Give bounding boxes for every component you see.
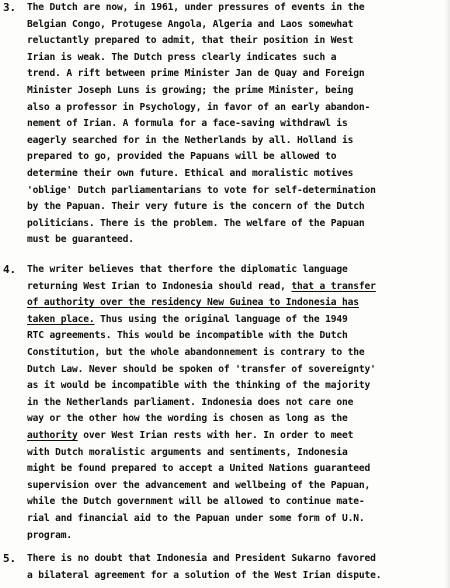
- paragraph-body: [27, 262, 450, 544]
- text-line: while the Dutch government will be allowed to continue mate-: [27, 496, 365, 508]
- text-line: must be guaranteed.: [27, 234, 134, 246]
- text-line: rial and financial aid to the Papuan under some form of U.N.: [27, 512, 365, 524]
- text-segment: Thus using the original language of the 1949: [94, 313, 348, 325]
- text-line: determine their own future. Ethical and moralistic motives: [27, 167, 354, 179]
- text-line: politicians. There is the problem. The welfare of the Papuan: [27, 217, 365, 229]
- page-edge-shadow: [444, 0, 450, 588]
- text-line: Constitution, but the whole abandonnement is contrary to the: [27, 346, 365, 358]
- text-line: The Dutch are now, in 1961, under pressures of events in the: [27, 2, 365, 13]
- paragraph-number: 3.: [3, 1, 16, 14]
- text-line: with Dutch moralistic arguments and sentiments, Indonesia: [27, 446, 348, 458]
- text-line: eagerly searched for in the Netherlands by all. Holland is: [27, 134, 354, 146]
- text-line: RTC agreements. This would be incompatible with the Dutch: [27, 330, 348, 342]
- paragraph-number: 5.: [3, 552, 16, 565]
- text-line: Irian is weak. The Dutch press clearly indicates such a: [27, 51, 337, 63]
- paragraph-body: [27, 0, 450, 249]
- underlined-text: authority: [27, 429, 78, 441]
- text-line: in the Netherlands parliament. Indonesia does not care one: [27, 396, 354, 408]
- text-line: might be found prepared to accept a United Nations guaranteed: [27, 463, 371, 475]
- text-line: [27, 312, 450, 329]
- text-line: [27, 295, 450, 312]
- underlined-text: taken place.: [27, 313, 95, 325]
- text-line: reluctantly prepared to admit, that their position in West: [27, 35, 354, 47]
- text-line: by the Papuan. Their very future is the concern of the Dutch: [27, 201, 365, 213]
- text-line: 'oblige' Dutch parliamentarians to vote for self-determination: [27, 184, 376, 196]
- text-line: trend. A rift between prime Minister Jan de Quay and Foreign: [27, 68, 365, 80]
- paragraph-number: 4.: [3, 263, 16, 276]
- underlined-text: that a transfer: [291, 280, 376, 292]
- text-line: [27, 428, 450, 445]
- text-segment: returning West Irian to Indonesia should read,: [27, 280, 292, 292]
- paragraph-body: [27, 551, 450, 584]
- text-line: as it would be incompatible with the thinking of the majority: [27, 380, 371, 392]
- text-line: [27, 279, 450, 296]
- text-line: prepared to go, provided the Papuans will be allowed to: [27, 151, 337, 163]
- text-line: Minister Joseph Luns is growing; the prime Minister, being: [27, 84, 354, 96]
- underlined-text: of authority over the residency New Guinea to Indonesia has: [27, 297, 359, 309]
- text-line: way or the other how the wording is chosen as long as the: [27, 413, 348, 425]
- text-line: Belgian Congo, Protugese Angola, Algeria and Laos somewhat: [27, 18, 354, 30]
- text-line: Dutch Law. Never should be spoken of 'transfer of sovereignty': [27, 363, 376, 375]
- text-line: also a professor in Psychology, in favor of an early abandon-: [27, 101, 371, 113]
- text-segment: over West Irian rests with her. In order to meet: [77, 429, 354, 441]
- text-line: supervision over the advancement and wellbeing of the Papuan,: [27, 479, 371, 491]
- text-line: There is no doubt that Indonesia and President Sukarno favored: [27, 553, 376, 564]
- text-line: program.: [27, 529, 73, 541]
- text-line: nement of Irian. A formula for a face-saving withdrawl is: [27, 118, 348, 130]
- text-line: a bilateral agreement for a solution of the West Irian dispute.: [27, 569, 382, 581]
- text-line: The writer believes that therfore the diplomatic language: [27, 264, 348, 275]
